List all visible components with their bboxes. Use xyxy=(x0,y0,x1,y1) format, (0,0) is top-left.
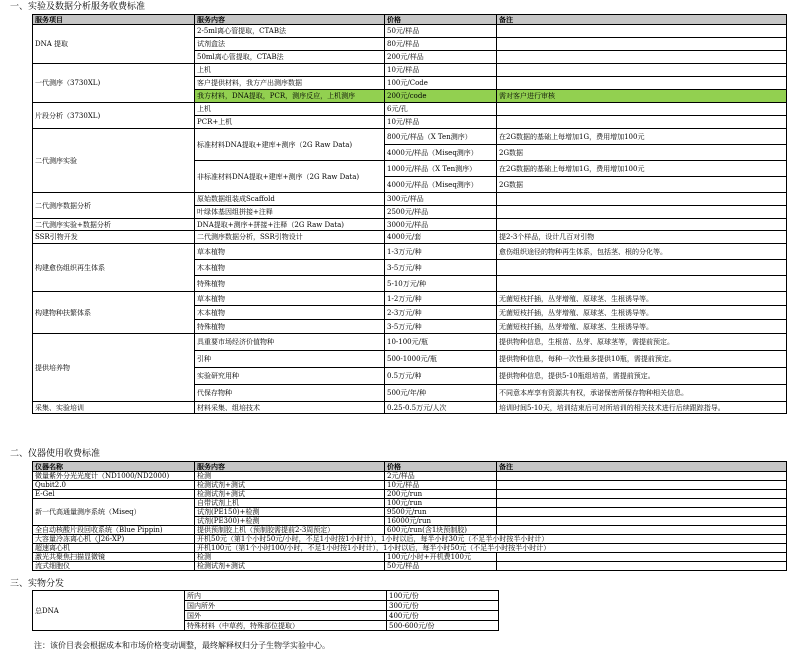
item-cell: 超速离心机 xyxy=(33,544,195,553)
content-cell: 特殊植物 xyxy=(195,276,385,292)
note-cell: 提供物种信息，提供5-10瓶组培苗，需提前预定。 xyxy=(497,368,787,385)
item-cell: 二代测序数据分析 xyxy=(33,193,195,219)
note-cell xyxy=(497,219,787,231)
section2-title: 二、仪器使用收费标准 xyxy=(10,449,101,459)
table-row xyxy=(33,334,787,351)
column-header: 仪器名称 xyxy=(33,462,195,472)
content-cell: 代保存物种 xyxy=(195,385,385,402)
table-row xyxy=(33,591,499,601)
table-row xyxy=(33,244,787,260)
table-row xyxy=(33,553,787,562)
note-cell xyxy=(497,562,787,571)
table-row xyxy=(33,499,787,508)
content-cell: 50ml离心管提取，CTAB法 xyxy=(195,51,385,64)
item-cell: Qubit2.0 xyxy=(33,481,195,490)
content-cell: 2-5ml离心管提取，CTAB法 xyxy=(195,25,385,38)
item-cell: 构建物种扶繁体系 xyxy=(33,292,195,334)
price-cell: 100元/Code xyxy=(385,77,497,90)
table-row xyxy=(33,526,787,535)
content-cell: 所内 xyxy=(185,591,387,601)
note-cell: 不同意本库享有资源共有权，承诺保密所保存物种相关信息。 xyxy=(497,385,787,402)
price-cell: 6元/孔 xyxy=(385,103,497,116)
footnote: 注：该价目表会根据成本和市场价格变动调整，最终解释权归分子生物学实验中心。 xyxy=(34,641,330,650)
note-cell xyxy=(497,77,787,90)
table-row xyxy=(33,129,787,145)
note-cell: 提2-3个样品，设计几百对引物 xyxy=(497,231,787,244)
content-cell: 开机50元（第1个小时50元/小时，不足1小时按1小时计），1小时以后，每半小时30元（不足半小时按半小时计） xyxy=(195,535,787,544)
price-cell: 400元/份 xyxy=(387,611,499,621)
content-cell: 原始数据组装成Scaffold xyxy=(195,193,385,206)
note-cell xyxy=(497,51,787,64)
content-cell: 开机100元（第1个小时100/小时，不足1小时按1小时计），1小时以后，每半小时50元（不足半小时按半小时计） xyxy=(195,544,787,553)
price-cell: 200元/样品 xyxy=(385,51,497,64)
price-cell: 10元/样品 xyxy=(385,64,497,77)
table-row xyxy=(33,25,787,38)
price-cell: 600元/run(含1块预制胶) xyxy=(385,526,497,535)
item-cell: 提供培养物 xyxy=(33,334,195,402)
content-cell: 非标准材料DNA提取+建库+测序（2G Raw Data) xyxy=(195,161,385,193)
content-cell: 试剂盒法 xyxy=(195,38,385,51)
content-cell: DNA提取+测序+拼接+注释（2G Raw Data) xyxy=(195,219,385,231)
note-cell: 提供物种信息，生根苗、丛芽、原球茎等，需提前预定。 xyxy=(497,334,787,351)
table-row xyxy=(33,544,787,553)
content-cell: 引种 xyxy=(195,351,385,368)
price-cell: 1000元/样品（X Ten测序） xyxy=(385,161,497,177)
price-cell: 10-100元/瓶 xyxy=(385,334,497,351)
note-cell xyxy=(497,193,787,206)
price-cell: 80元/样品 xyxy=(385,38,497,51)
item-cell: 片段分析（3730XL) xyxy=(33,103,195,129)
table-row xyxy=(33,193,787,206)
column-header: 价格 xyxy=(385,15,497,25)
note-cell: 培训时间5-10天，培训结束后可对所培训的相关技术进行后续跟踪指导。 xyxy=(497,402,787,414)
price-cell: 10元/样品 xyxy=(385,481,497,490)
price-cell: 3-5万元/种 xyxy=(385,320,497,334)
note-cell: 提供物种信息，每种一次性最多提供10瓶，需提前预定。 xyxy=(497,351,787,368)
content-cell: 检测 xyxy=(195,472,385,481)
table-row xyxy=(33,64,787,77)
price-cell: 0.5万元/种 xyxy=(385,368,497,385)
note-cell: 2G数据 xyxy=(497,145,787,161)
note-cell xyxy=(497,64,787,77)
item-cell: 总DNA xyxy=(33,591,185,631)
content-cell: 检测试剂+测试 xyxy=(195,562,385,571)
item-cell: 全自动核酸片段回收系统（Blue Pippin) xyxy=(33,526,195,535)
content-cell: 草本植物 xyxy=(195,244,385,260)
content-cell: 标准材料DNA提取+建库+测序（2G Raw Data) xyxy=(195,129,385,161)
note-cell xyxy=(497,499,787,508)
price-cell: 500元/年/种 xyxy=(385,385,497,402)
item-cell: SSR引物开发 xyxy=(33,231,195,244)
content-cell: 上机 xyxy=(195,103,385,116)
note-cell xyxy=(497,206,787,219)
note-cell xyxy=(497,276,787,292)
price-cell: 2500元/样品 xyxy=(385,206,497,219)
item-cell: 流式细胞仪 xyxy=(33,562,195,571)
item-cell: 构建愈伤组织再生体系 xyxy=(33,244,195,292)
price-cell: 50元/样品 xyxy=(385,25,497,38)
content-cell: 木本植物 xyxy=(195,306,385,320)
price-cell: 0.25-0.5万元/人次 xyxy=(385,402,497,414)
note-cell xyxy=(497,472,787,481)
content-cell: 特殊植物 xyxy=(195,320,385,334)
note-cell xyxy=(497,103,787,116)
content-cell: 材料采集、组培技术 xyxy=(195,402,385,414)
content-cell: 检测 xyxy=(195,553,385,562)
note-cell xyxy=(497,508,787,517)
table-row xyxy=(33,219,787,231)
price-cell: 200元/run xyxy=(385,490,497,499)
table-row xyxy=(33,490,787,499)
price-cell: 3000元/样品 xyxy=(385,219,497,231)
note-cell: 无菌短枝扦插，丛芽增殖、原球茎、生根诱导等。 xyxy=(497,306,787,320)
content-cell: 提供预制胶上机（预制胶需提前2-3周预定） xyxy=(195,526,385,535)
price-cell: 4000元/样品（Miseq测序） xyxy=(385,177,497,193)
section3-title: 三、实物分发 xyxy=(10,579,65,589)
instrument-fee-table xyxy=(32,461,787,571)
content-cell: 自带试剂上机 xyxy=(195,499,385,508)
table-row xyxy=(33,292,787,306)
content-cell: 国外 xyxy=(185,611,387,621)
content-cell: 叶绿体基因组拼接+注释 xyxy=(195,206,385,219)
price-cell: 1-2万元/种 xyxy=(385,292,497,306)
price-cell: 1-3万元/种 xyxy=(385,244,497,260)
note-cell xyxy=(497,490,787,499)
table-row xyxy=(33,562,787,571)
distribution-table xyxy=(32,590,499,631)
note-cell: 在2G数据的基础上每增加1G，费用增加100元 xyxy=(497,129,787,145)
note-cell: 需对客户进行审核 xyxy=(497,90,787,103)
content-cell: 国内所外 xyxy=(185,601,387,611)
item-cell: 二代测序实验+数据分析 xyxy=(33,219,195,231)
note-cell: 无菌短枝扦插，丛芽增殖、原球茎、生根诱导等。 xyxy=(497,320,787,334)
price-cell: 3-5万元/种 xyxy=(385,260,497,276)
item-cell: 大容量冷冻离心机（J26-XP) xyxy=(33,535,195,544)
note-cell: 无菌短枝扦插，丛芽增殖、原球茎、生根诱导等。 xyxy=(497,292,787,306)
price-cell: 5-10万元/种 xyxy=(385,276,497,292)
note-cell: 愈伤组织途径的物种再生体系，包括茎、根的分化等。 xyxy=(497,244,787,260)
note-cell xyxy=(497,517,787,526)
content-cell: PCR+上机 xyxy=(195,116,385,129)
price-cell: 16000元/run xyxy=(385,517,497,526)
content-cell: 上机 xyxy=(195,64,385,77)
table-row xyxy=(33,103,787,116)
content-cell: 试剂(PE300)+检测 xyxy=(195,517,385,526)
note-cell xyxy=(497,526,787,535)
note-cell xyxy=(497,116,787,129)
note-cell xyxy=(497,481,787,490)
note-cell xyxy=(497,260,787,276)
content-cell: 木本植物 xyxy=(195,260,385,276)
item-cell: 一代测序（3730XL) xyxy=(33,64,195,103)
content-cell: 二代测序数据分析，SSR引物设计 xyxy=(195,231,385,244)
price-cell: 300元/样品 xyxy=(385,193,497,206)
column-header: 价格 xyxy=(385,462,497,472)
price-cell: 4000元/样品（Miseq测序） xyxy=(385,145,497,161)
price-cell: 9500元/run xyxy=(385,508,497,517)
table-row xyxy=(33,535,787,544)
note-cell: 在2G数据的基础上每增加1G，费用增加100元 xyxy=(497,161,787,177)
price-cell: 500-1000元/瓶 xyxy=(385,351,497,368)
table-row xyxy=(33,481,787,490)
price-cell: 2元/样品 xyxy=(385,472,497,481)
price-cell: 100元/run xyxy=(385,499,497,508)
content-cell: 特殊材料（中草药，特殊部位提取） xyxy=(185,621,387,631)
note-cell xyxy=(497,25,787,38)
note-cell xyxy=(497,553,787,562)
item-cell: 激光共聚焦扫描显微镜 xyxy=(33,553,195,562)
note-cell xyxy=(497,38,787,51)
service-fee-table xyxy=(32,14,787,414)
content-cell: 我方材料，DNA提取，PCR，测序反应，上机测序 xyxy=(195,90,385,103)
price-cell: 4000元/套 xyxy=(385,231,497,244)
content-cell: 检测试剂+测试 xyxy=(195,481,385,490)
column-header: 备注 xyxy=(497,462,787,472)
price-cell: 100元/小时+开机费100元 xyxy=(385,553,497,562)
column-header: 服务内容 xyxy=(195,462,385,472)
item-cell: 二代测序实验 xyxy=(33,129,195,193)
section1-title: 一、实验及数据分析服务收费标准 xyxy=(10,2,146,12)
price-cell: 200元/code xyxy=(385,90,497,103)
column-header: 备注 xyxy=(497,15,787,25)
column-header: 服务内容 xyxy=(195,15,385,25)
item-cell: E-Gel xyxy=(33,490,195,499)
table-row xyxy=(33,402,787,414)
content-cell: 客户提供材料，我方产出测序数据 xyxy=(195,77,385,90)
header-row xyxy=(33,15,787,25)
content-cell: 草本植物 xyxy=(195,292,385,306)
price-cell: 10元/样品 xyxy=(385,116,497,129)
column-header: 服务项目 xyxy=(33,15,195,25)
price-cell: 50元/样品 xyxy=(385,562,497,571)
price-cell: 800元/样品（X Ten测序） xyxy=(385,129,497,145)
content-cell: 具重要市场经济价值物种 xyxy=(195,334,385,351)
content-cell: 实验研究用种 xyxy=(195,368,385,385)
item-cell: 采集、实验培训 xyxy=(33,402,195,414)
content-cell: 检测试剂+测试 xyxy=(195,490,385,499)
item-cell: 微量紫外分光光度计（ND1000/ND2000) xyxy=(33,472,195,481)
header-row xyxy=(33,462,787,472)
item-cell: 新一代高通量测序系统（Miseq） xyxy=(33,499,195,526)
price-cell: 300元/份 xyxy=(387,601,499,611)
table-row xyxy=(33,231,787,244)
table-row xyxy=(33,472,787,481)
note-cell: 2G数据 xyxy=(497,177,787,193)
item-cell: DNA 提取 xyxy=(33,25,195,64)
price-cell: 500-600元/份 xyxy=(387,621,499,631)
price-cell: 2-3万元/种 xyxy=(385,306,497,320)
price-cell: 100元/份 xyxy=(387,591,499,601)
content-cell: 试剂(PE150)+检测 xyxy=(195,508,385,517)
